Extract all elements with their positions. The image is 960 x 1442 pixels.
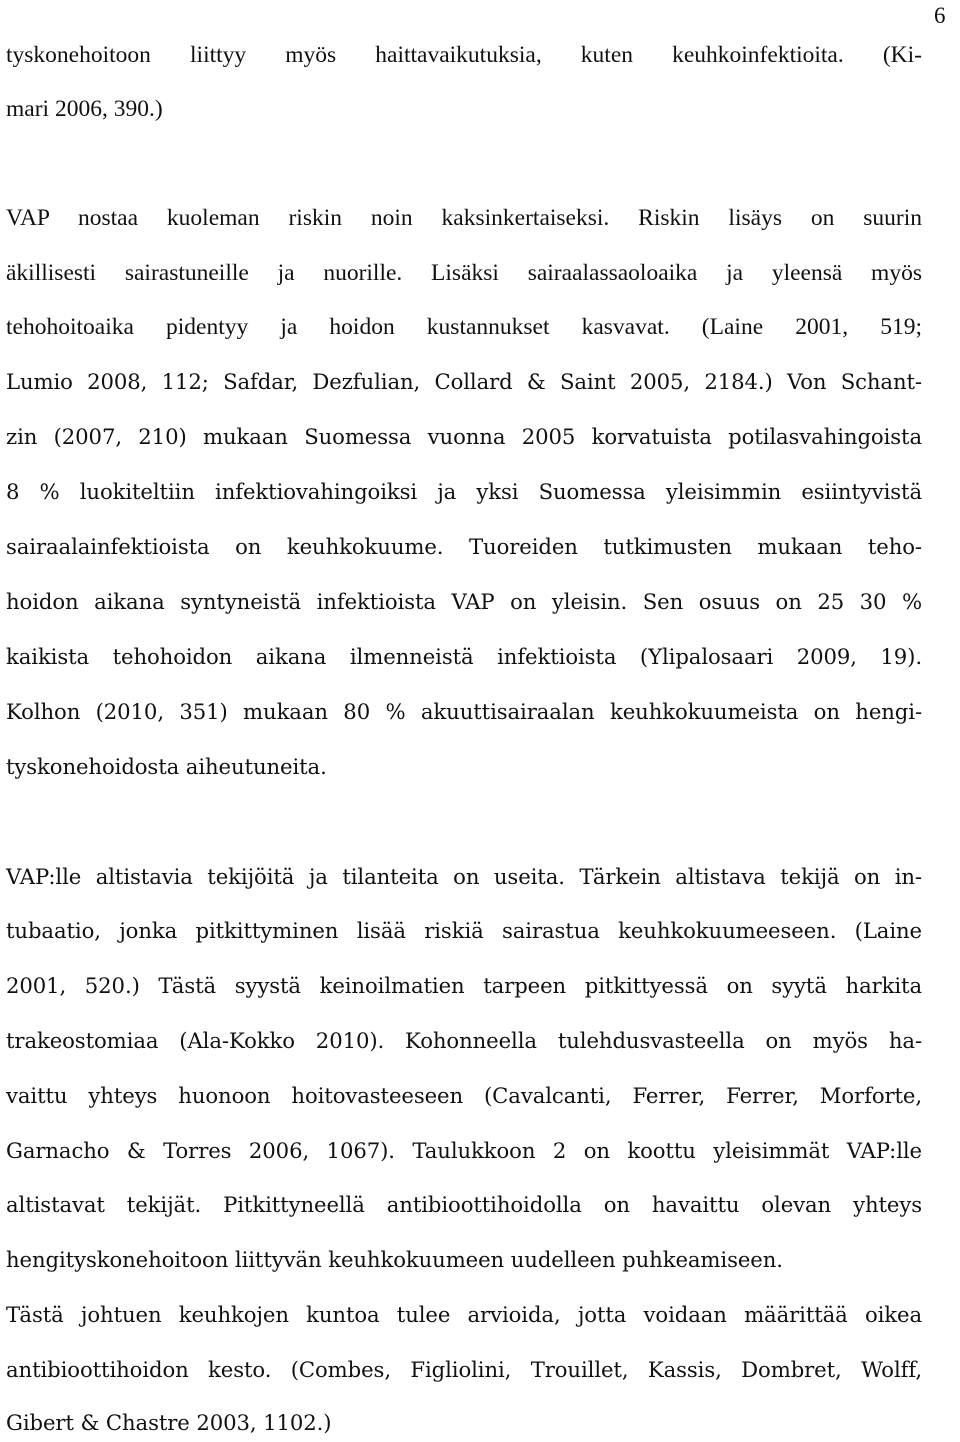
text-line: trakeostomiaa (Ala-Kokko 2010). Kohonneella tulehdusvasteella on myös ha-	[6, 1028, 922, 1053]
text-line: tubaatio, jonka pitkittyminen lisää riskiä sairastua keuhkokuumeeseen. (Laine	[6, 918, 922, 943]
text-line: Lumio 2008, 112; Safdar, Dezfulian, Collard & Saint 2005, 2184.) Von Schant-	[6, 369, 922, 394]
page-number: 6	[934, 3, 946, 28]
text-line: vaittu yhteys huonoon hoitovasteeseen (Cavalcanti, Ferrer, Ferrer, Morforte,	[6, 1083, 922, 1108]
text-line: hengityskonehoitoon liittyvän keuhkokuumeen uudelleen puhkeamiseen.	[6, 1247, 783, 1272]
text-line: Garnacho & Torres 2006, 1067). Taulukkoon 2 on koottu yleisimmät VAP:lle	[6, 1138, 922, 1163]
text-line: VAP nostaa kuoleman riskin noin kaksinkertaiseksi. Riskin lisäys on suurin	[6, 205, 922, 231]
text-line: 2001, 520.) Tästä syystä keinoilmatien tarpeen pitkittyessä on syytä harkita	[6, 973, 922, 998]
text-line: 8 % luokiteltiin infektiovahingoiksi ja yksi Suomessa yleisimmin esiintyvistä	[6, 479, 922, 504]
text-line: hoidon aikana syntyneistä infektioista VAP on yleisin. Sen osuus on 25 30 %	[6, 589, 922, 614]
text-line: antibioottihoidon kesto. (Combes, Figliolini, Trouillet, Kassis, Dombret, Wolff,	[6, 1357, 922, 1382]
text-line: kaikista tehohoidon aikana ilmenneistä infektioista (Ylipalosaari 2009, 19).	[6, 644, 922, 669]
text-line: sairaalainfektioista on keuhkokuume. Tuoreiden tutkimusten mukaan teho-	[6, 534, 922, 559]
text-line: zin (2007, 210) mukaan Suomessa vuonna 2005 korvatuista potilasvahingoista	[6, 424, 922, 449]
text-line: tyskonehoidosta aiheutuneita.	[6, 754, 327, 779]
text-line: tehohoitoaika pidentyy ja hoidon kustannukset kasvavat. (Laine 2001, 519;	[6, 314, 922, 340]
text-line: tyskonehoitoon liittyy myös haittavaikutuksia, kuten keuhkoinfektioita. (Ki-	[6, 42, 922, 68]
text-line: äkillisesti sairastuneille ja nuorille. Lisäksi sairaalassaoloaika ja yleensä myös	[6, 260, 922, 286]
text-line: Kolhon (2010, 351) mukaan 80 % akuuttisairaalan keuhkokuumeista on hengi-	[6, 699, 922, 724]
text-line: Gibert & Chastre 2003, 1102.)	[6, 1410, 332, 1435]
text-line: VAP:lle altistavia tekijöitä ja tilanteita on useita. Tärkein altistava tekijä on in-	[6, 864, 922, 889]
text-line: mari 2006, 390.)	[6, 96, 163, 122]
text-line: Tästä johtuen keuhkojen kuntoa tulee arvioida, jotta voidaan määrittää oikea	[6, 1302, 922, 1327]
text-line: altistavat tekijät. Pitkittyneellä antibioottihoidolla on havaittu olevan yhteys	[6, 1192, 922, 1217]
